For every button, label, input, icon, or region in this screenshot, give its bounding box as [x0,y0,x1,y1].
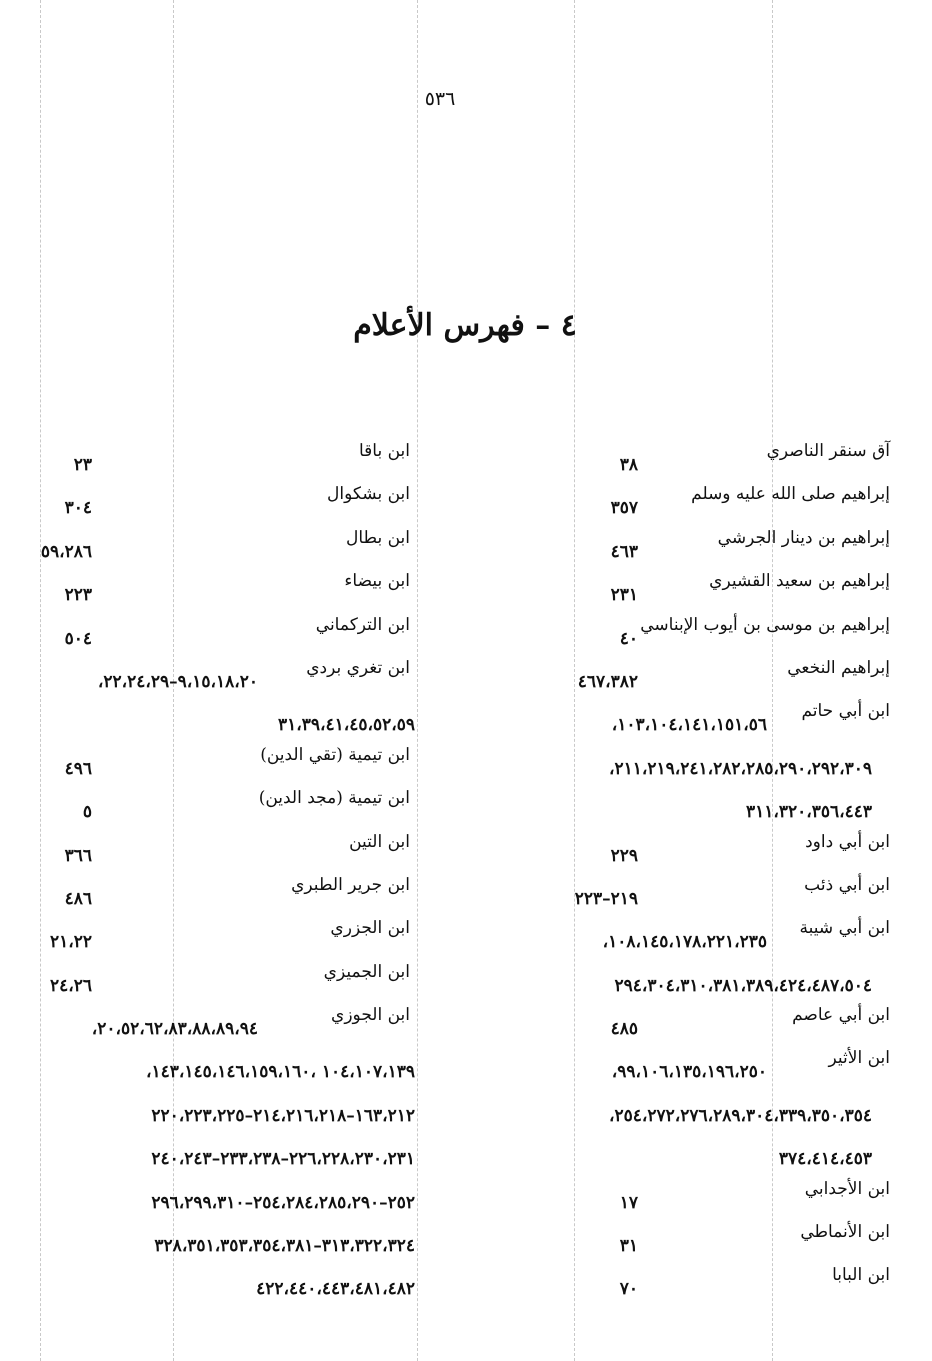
index-entry [470,658,910,701]
index-entry [470,745,910,788]
entry-pages: ٥٠٤ [64,628,92,649]
entry-name: ابن أبي عاصم [792,1005,890,1026]
index-entry [0,788,430,831]
entry-name: ابن بطال [345,527,410,548]
entry-pages: ٩،١٥،١٨،٢٠–٢٢،٢٤،٢٩، [97,671,258,692]
entry-name: إبراهيم صلى الله عليه وسلم [691,484,890,505]
index-entry [470,1005,910,1048]
index-entry [470,571,910,614]
entry-name: ابن بشكوال [327,484,410,505]
entry-pages: ١٠٤،١٠٧،١٣٩ ،١٤٣،١٤٥،١٤٦،١٥٩،١٦٠، [146,1062,415,1083]
index-entry [470,484,910,527]
entry-pages: ٣٨ [619,455,638,475]
entry-pages: ٣٧٤،٤١٤،٤٥٣ [778,1149,872,1170]
entry-name: ابن باقا [358,441,410,461]
entry-pages: ٣١١،٣٢٠،٣٥٦،٤٤٣ [745,802,872,823]
entry-name: ابن تيمية (تقي الدين) [260,744,410,765]
entry-name: ابن التركماني [315,614,410,635]
index-entry [0,701,430,744]
index-entry [0,1265,430,1308]
index-entry [0,1179,430,1222]
entry-pages: ٤٦٣ [610,541,638,562]
index-entry [0,745,430,788]
entry-pages: ٢٤،٢٦ [49,975,92,996]
entry-pages: ٢٣ [73,455,92,475]
index-entry [0,1092,430,1135]
entry-name: ابن جرير الطبري [291,874,410,895]
entry-name: ابن الجميزي [323,961,410,982]
entry-pages: ١٠٨،١٤٥،١٧٨،٢٢١،٢٣٥، [602,932,767,953]
entry-pages: ٢٥٢–٢٥٤،٢٨٤،٢٨٥،٢٩٠–٢٩٦،٢٩٩،٣١٠ [151,1192,415,1213]
entry-pages: ٢٥٤،٢٧٢،٢٧٦،٢٨٩،٣٠٤،٣٣٩،٣٥٠،٣٥٤، [608,1105,872,1126]
entry-name: ابن الجوزي [331,1005,410,1026]
entry-pages: ٩٩،١٠٦،١٣٥،١٩٦،٢٥٠، [611,1062,767,1083]
entry-pages: ٣١ [619,1236,638,1257]
index-entry [470,962,910,1005]
entry-name: ابن أبي ذئب [804,874,890,895]
index-entry [0,571,430,614]
page-title: ٤ – فهرس الأعلام [353,308,577,343]
entry-name: إبراهيم بن موسى بن أيوب الإبناسي [640,614,890,635]
index-entry [470,1135,910,1178]
index-entry [470,875,910,918]
index-entry [0,484,430,527]
index-entry [470,1265,910,1308]
entry-pages: ٢٩٤،٣٠٤،٣١٠،٣٨١،٣٨٩،٤٢٤،٤٨٧،٥٠٤ [614,975,872,996]
entry-pages: ٣٦٦ [64,845,92,866]
entry-pages: ٢١،٢٢ [49,932,92,953]
entry-pages: ٣١،٣٩،٤١،٤٥،٥٢،٥٩ [277,715,415,736]
entry-name: ابن أبي داود [805,831,890,852]
entry-pages: ٤٩٦ [64,758,92,779]
index-entry [470,1222,910,1265]
entry-name: ابن الأجدابي [804,1178,890,1199]
entry-pages: ٢٢٦،٢٢٨،٢٣٠،٢٣١–٢٣٣،٢٣٨–٢٤٠،٢٤٣ [151,1149,415,1170]
index-entry [0,615,430,658]
entry-pages: ٤٨٥ [610,1019,638,1040]
entry-pages: ٢١١،٢١٩،٢٤١،٢٨٢،٢٨٥،٢٩٠،٢٩٢،٣٠٩، [608,758,872,779]
entry-pages: ٢٠،٥٢،٦٢،٨٣،٨٨،٨٩،٩٤، [91,1019,258,1040]
index-entry [0,1135,430,1178]
entry-pages: ٧٠ [619,1279,638,1300]
entry-name: إبراهيم بن سعيد القشيري [709,571,890,592]
index-entry [470,441,910,484]
entry-pages: ١٦٣،٢١٢–٢١٤،٢١٦،٢١٨–٢٢٠،٢٢٣،٢٢٥ [151,1105,415,1126]
entry-name: ابن الأنماطي [800,1222,890,1243]
index-entry [0,1048,430,1091]
entry-pages: ٢٣١ [610,585,638,606]
entry-name: ابن أبي حاتم [801,701,890,722]
entry-name: ابن البابا [832,1265,890,1286]
index-column-right [470,441,910,1309]
entry-pages: ٤٢٢،٤٤٠،٤٤٣،٤٨١،٤٨٢ [256,1279,415,1300]
index-entry [0,875,430,918]
entry-pages: ٢٢٩ [610,845,638,866]
entry-name: ابن التين [349,831,410,852]
index-entry [0,1222,430,1265]
entry-pages: ١٠٣،١٠٤،١٤١،١٥١،٥٦، [611,715,767,736]
entry-pages: ٣٥٧ [610,498,638,519]
entry-pages: ٤٠ [619,628,638,649]
index-entry [470,832,910,875]
entry-name: ابن الجزري [330,918,410,939]
entry-name: ابن الأثير [828,1048,890,1069]
index-column-left [0,441,430,1309]
index-entry [470,1048,910,1091]
index-entry [470,1179,910,1222]
entry-name: ابن بيضاء [344,571,410,592]
index-entry [470,615,910,658]
entry-name: ابن تيمية (مجد الدين) [258,788,410,809]
index-entry [0,962,430,1005]
page-number: ٥٣٦ [424,88,456,110]
entry-name: إبراهيم النخعي [787,657,890,678]
entry-name: آق سنقر الناصري [766,441,890,461]
index-entry [470,788,910,831]
index-entry [0,832,430,875]
index-entry [470,1092,910,1135]
index-entry [0,441,430,484]
entry-pages: ٤٨٦ [64,888,92,909]
index-entry [0,1005,430,1048]
entry-pages: ١٧ [619,1192,638,1213]
index-entry [470,528,910,571]
index-entry [0,658,430,701]
entry-pages: ٣١٣،٣٢٢،٣٢٤–٣٢٨،٣٥١،٣٥٣،٣٥٤،٣٨١ [154,1236,415,1257]
index-entry [0,528,430,571]
entry-name: ابن أبي شيبة [799,918,890,939]
index-entry [470,701,910,744]
entry-pages: ٥ [82,802,92,823]
entry-pages: ٤٦٧،٣٨٢ [577,671,638,692]
entry-name: ابن تغري بردي [306,657,410,678]
entry-pages: ٥٩،٢٨٦ [40,541,92,562]
entry-pages: ٣٠٤ [64,498,92,519]
entry-pages: ٢٢٣ [64,585,92,606]
entry-pages: ٢١٩–٢٢٣ [574,888,638,909]
entry-name: إبراهيم بن دينار الجرشي [717,527,890,548]
index-entry [470,918,910,961]
index-entry [0,918,430,961]
